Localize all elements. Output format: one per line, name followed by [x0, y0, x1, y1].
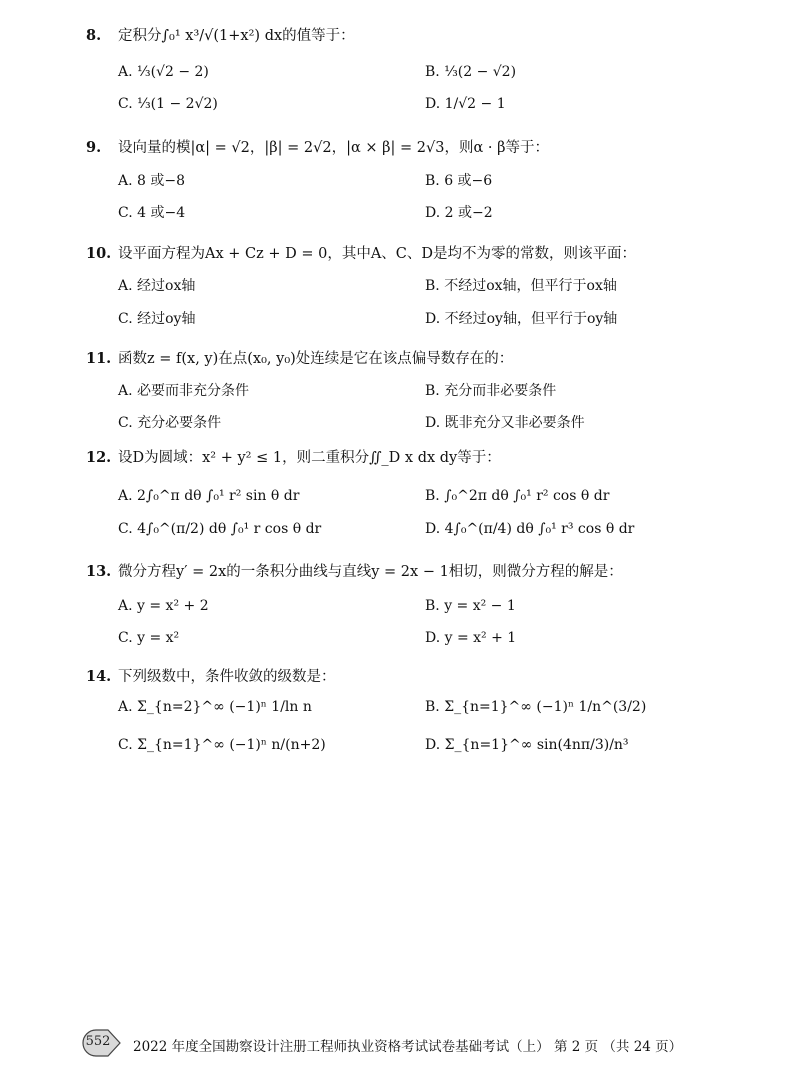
option-b: B. ∫₀^2π dθ ∫₀¹ r² cos θ dr: [425, 488, 610, 504]
option-b: B. y = x² − 1: [425, 598, 516, 614]
option-a: A. 8 或−8: [118, 173, 186, 189]
option-a: A. 2∫₀^π dθ ∫₀¹ r² sin θ dr: [118, 488, 300, 504]
question-number: 11.: [86, 350, 112, 367]
question-stem: [86, 667, 336, 687]
option-c: C. 4∫₀^(π/2) dθ ∫₀¹ r cos θ dr: [118, 521, 322, 537]
question-stem: [86, 244, 636, 264]
option-b: B. ⅓(2 − √2): [425, 64, 517, 80]
question-number: 14.: [86, 668, 112, 685]
option-a: A. 必要而非充分条件: [118, 383, 250, 399]
question-stem: [86, 562, 623, 582]
question-stem: [86, 26, 355, 46]
question-text: 设D为圆域：x² + y² ≤ 1，则二重积分∬_D x dx dy等于：: [118, 450, 501, 466]
option-b: B. Σ_{n=1}^∞ (−1)ⁿ 1/n^(3/2): [425, 699, 647, 715]
question-number: 10.: [86, 245, 112, 262]
question-text: 函数z = f(x, y)在点(x₀, y₀)处连续是它在该点偏导数存在的：: [118, 351, 514, 367]
question-number: 9.: [86, 139, 102, 156]
option-c: C. 经过oy轴: [118, 311, 196, 327]
question-stem: [86, 349, 513, 369]
question-number: 13.: [86, 563, 112, 580]
option-b: B. 6 或−6: [425, 173, 493, 189]
option-d: D. y = x² + 1: [425, 630, 517, 646]
question-text: 微分方程y′ = 2x的一条积分曲线与直线y = 2x − 1相切，则微分方程的解是：: [118, 564, 623, 580]
question-number: 12.: [86, 449, 112, 466]
question-text: 设平面方程为Ax + Cz + D = 0，其中A、C、D是均不为零的常数，则该平面：: [118, 246, 637, 262]
option-d: D. 1/√2 − 1: [425, 96, 506, 112]
option-a: A. y = x² + 2: [118, 598, 209, 614]
option-d: D. Σ_{n=1}^∞ sin(4nπ/3)/n³: [425, 737, 629, 753]
page-footer: [0, 1025, 790, 1065]
option-a: A. 经过ox轴: [118, 278, 196, 294]
option-b: B. 充分而非必要条件: [425, 383, 557, 399]
option-c: C. Σ_{n=1}^∞ (−1)ⁿ n/(n+2): [118, 737, 326, 753]
question-stem: [86, 138, 549, 158]
option-c: C. 4 或−4: [118, 205, 186, 221]
footer-title: 2022 年度全国勘察设计注册工程师执业资格考试试卷基础考试（上） 第 2 页 （共 24 页）: [133, 1039, 683, 1055]
option-d: D. 不经过oy轴，但平行于oy轴: [425, 311, 618, 327]
option-a: A. Σ_{n=2}^∞ (−1)ⁿ 1/ln n: [118, 699, 312, 715]
question-text: 定积分∫₀¹ x³/√(1+x²) dx的值等于：: [118, 28, 355, 44]
option-d: D. 4∫₀^(π/4) dθ ∫₀¹ r³ cos θ dr: [425, 521, 635, 537]
option-d: D. 2 或−2: [425, 205, 493, 221]
option-c: C. ⅓(1 − 2√2): [118, 96, 218, 112]
question-stem: [86, 448, 501, 468]
option-b: B. 不经过ox轴，但平行于ox轴: [425, 278, 617, 294]
option-c: C. y = x²: [118, 630, 180, 646]
page-number: 552: [85, 1034, 111, 1049]
question-text: 设向量的模|α| = √2，|β| = 2√2，|α × β| = 2√3，则α · β等于：: [118, 140, 549, 156]
question-number: 8.: [86, 27, 102, 44]
page-number-badge: [82, 1029, 122, 1057]
option-a: A. ⅓(√2 − 2): [118, 64, 209, 80]
option-c: C. 充分必要条件: [118, 415, 222, 431]
option-d: D. 既非充分又非必要条件: [425, 415, 585, 431]
question-text: 下列级数中，条件收敛的级数是：: [118, 669, 336, 685]
